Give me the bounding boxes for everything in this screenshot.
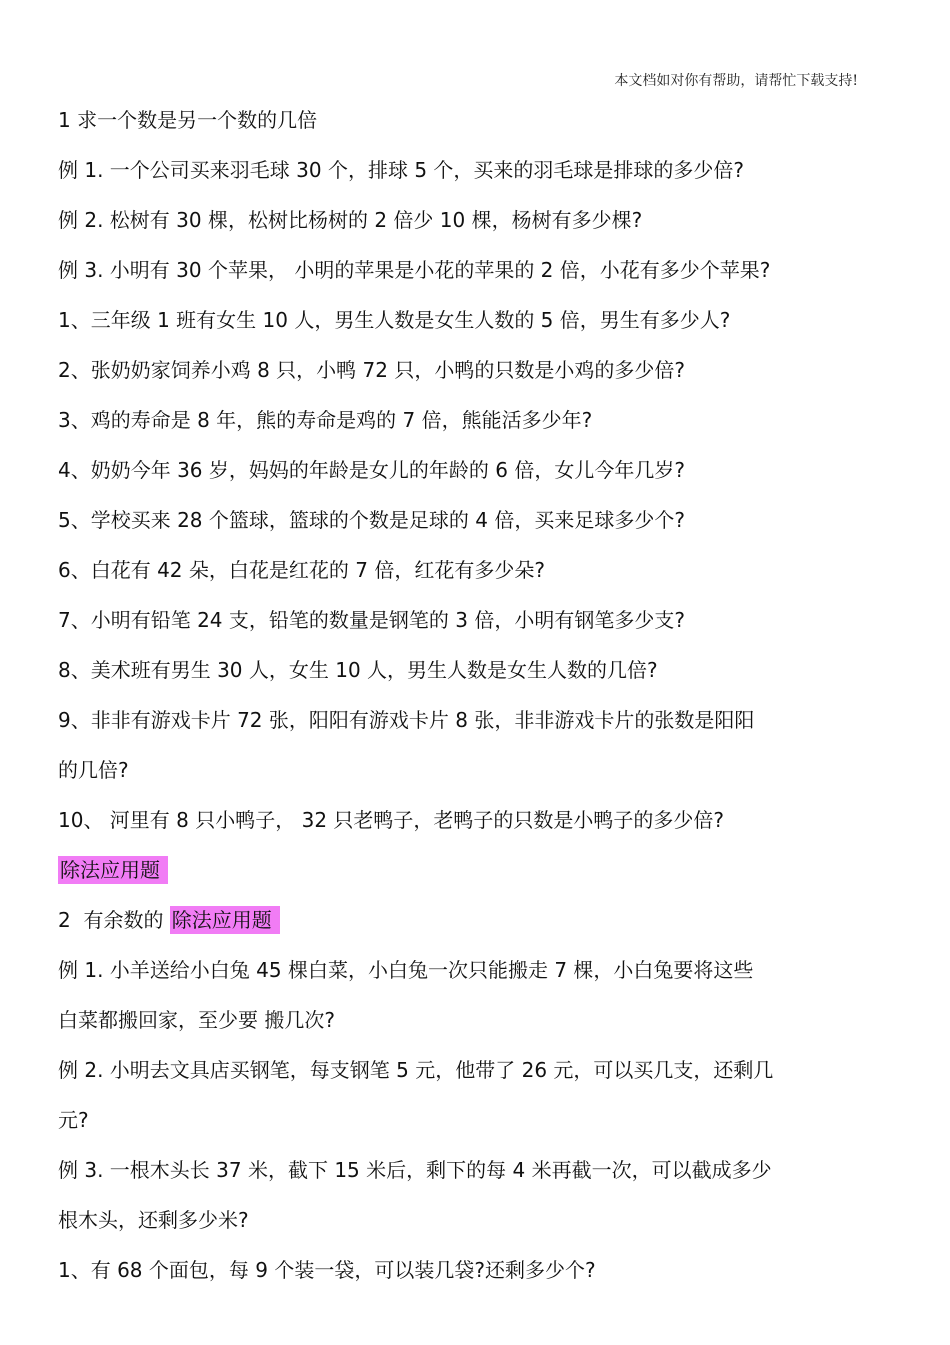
problem-7: 7、小明有铅笔 24 支，铅笔的数量是钢笔的 3 倍，小明有钢笔多少支?: [58, 608, 685, 632]
example-2-3: 例 3. 一根木头长 37 米，截下 15 米后，剩下的每 4 米再截一次，可以截成多少: [58, 1158, 772, 1182]
document-content: [58, 95, 883, 1295]
problem-4: 4、奶奶今年 36 岁，妈妈的年龄是女儿的年龄的 6 倍，女儿今年几岁?: [58, 458, 685, 482]
example-2: 例 2. 松树有 30 棵，松树比杨树的 2 倍少 10 棵，杨树有多少棵?: [58, 208, 643, 232]
problem-3: 3、鸡的寿命是 8 年，熊的寿命是鸡的 7 倍，熊能活多少年?: [58, 408, 593, 432]
problem-9-continued: 的几倍?: [58, 758, 129, 782]
problem-2-1: 1、有 68 个面包，每 9 个装一袋，可以装几袋?还剩多少个?: [58, 1258, 596, 1282]
section-title-2: [58, 895, 883, 945]
problem-10: 10、 河里有 8 只小鸭子， 32 只老鸭子，老鸭子的只数是小鸭子的多少倍?: [58, 808, 725, 832]
problem-6: 6、白花有 42 朵，白花是红花的 7 倍，红花有多少朵?: [58, 558, 545, 582]
example-2-3-continued: 根木头，还剩多少米?: [58, 1208, 249, 1232]
problem-2: 2、张奶奶家饲养小鸡 8 只，小鸭 72 只，小鸭的只数是小鸡的多少倍?: [58, 358, 685, 382]
example-2-2: 例 2. 小明去文具店买钢笔，每支钢笔 5 元，他带了 26 元，可以买几支，还剩几: [58, 1058, 774, 1082]
section-title: 1 求一个数是另一个数的几倍: [58, 108, 318, 132]
problem-1: 1、三年级 1 班有女生 10 人，男生人数是女生人数的 5 倍，男生有多少人?: [58, 308, 731, 332]
highlighted-heading: [58, 845, 883, 895]
section-title-2-prefix: 2 有余数的: [58, 908, 170, 932]
problem-8: 8、美术班有男生 30 人，女生 10 人，男生人数是女生人数的几倍?: [58, 658, 658, 682]
problem-9: 9、非非有游戏卡片 72 张，阳阳有游戏卡片 8 张，非非游戏卡片的张数是阳阳: [58, 708, 755, 732]
highlight-text: 除法应用题: [58, 856, 168, 884]
page-header-note: 本文档如对你有帮助，请帮忙下载支持!: [614, 73, 858, 89]
example-3: 例 3. 小明有 30 个苹果， 小明的苹果是小花的苹果的 2 倍，小花有多少个苹果?: [58, 258, 771, 282]
example-2-1: 例 1. 小羊送给小白兔 45 棵白菜，小白兔一次只能搬走 7 棵，小白兔要将这些: [58, 958, 754, 982]
problem-5: 5、学校买来 28 个篮球，篮球的个数是足球的 4 倍，买来足球多少个?: [58, 508, 685, 532]
example-2-2-continued: 元?: [58, 1108, 89, 1132]
section-title-2-highlight: 除法应用题: [170, 906, 280, 934]
example-1: 例 1. 一个公司买来羽毛球 30 个，排球 5 个，买来的羽毛球是排球的多少倍?: [58, 158, 745, 182]
example-2-1-continued: 白菜都搬回家，至少要 搬几次?: [58, 1008, 335, 1032]
